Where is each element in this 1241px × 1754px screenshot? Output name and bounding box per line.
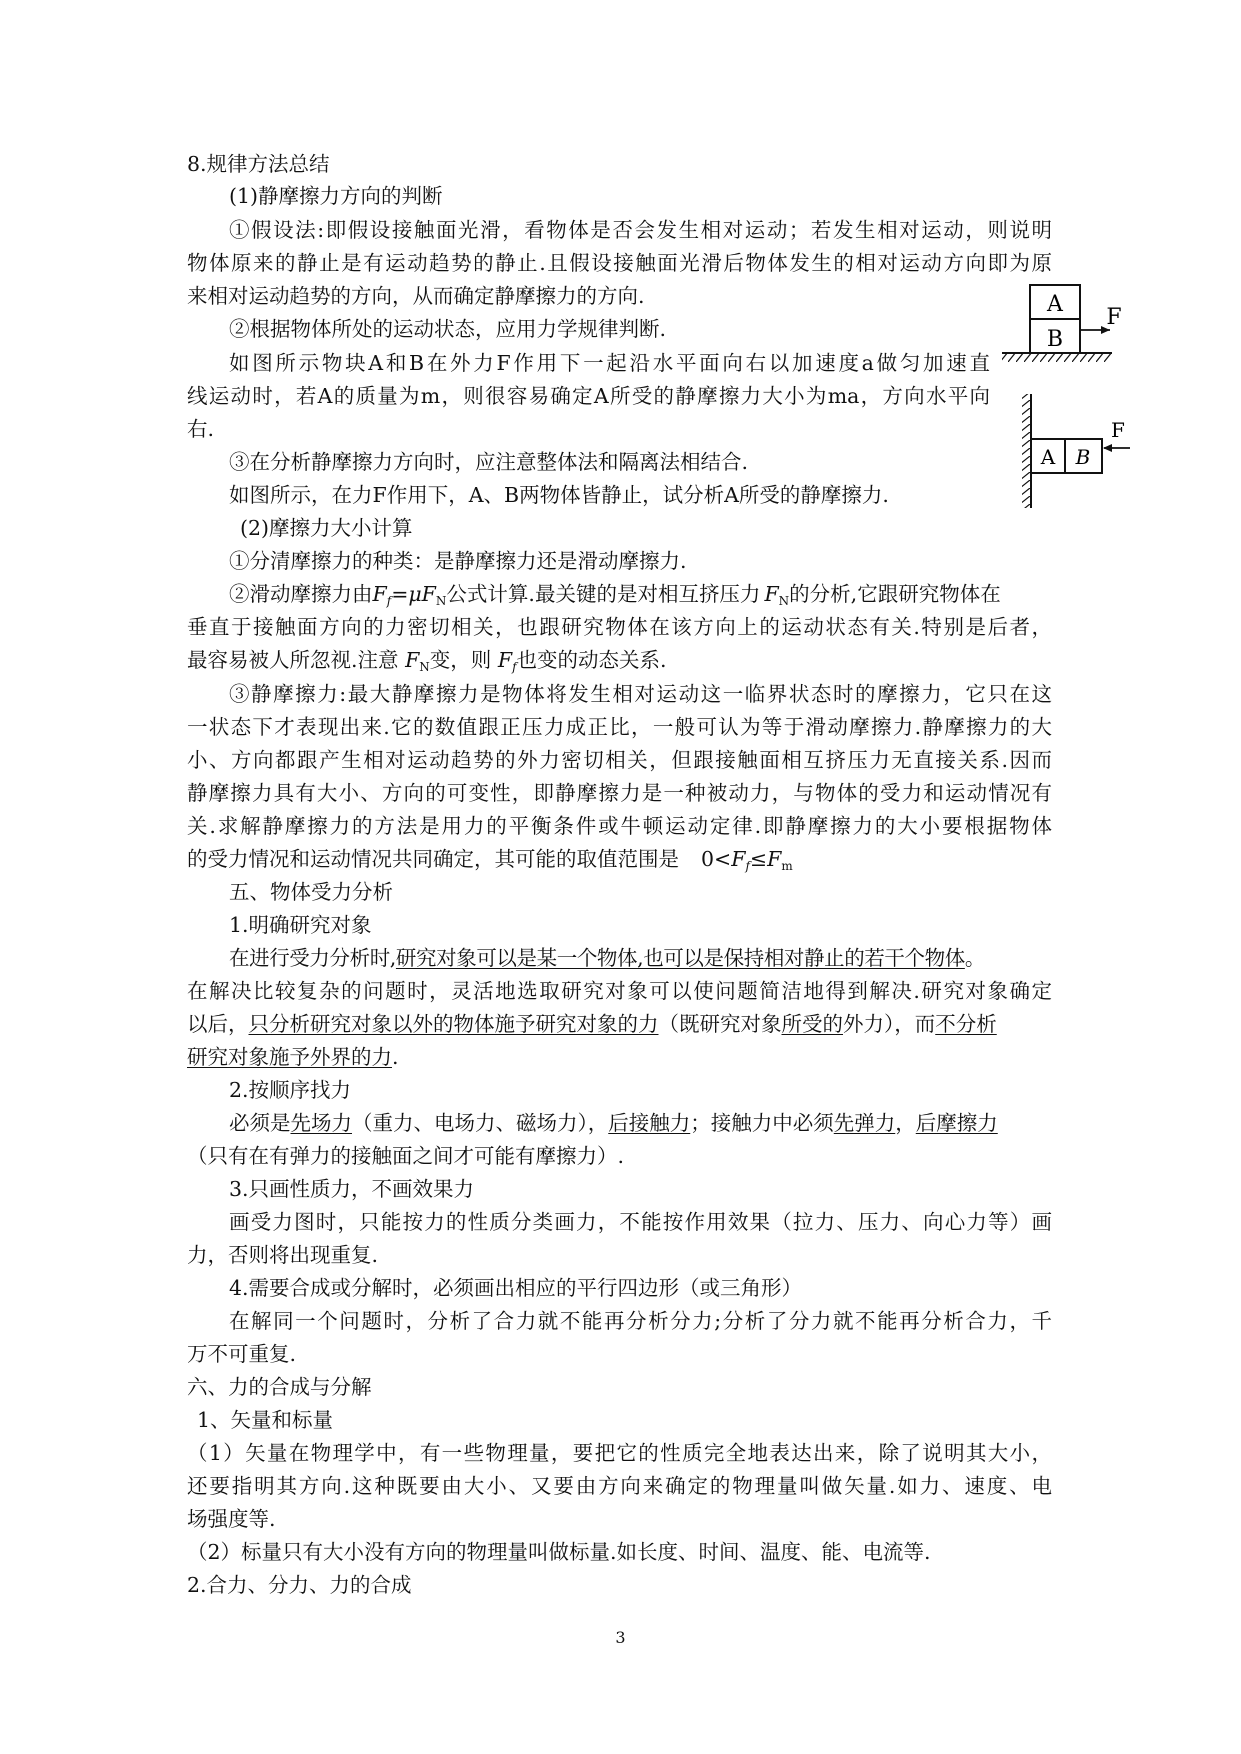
para-vector-line3: 场强度等. [187, 1507, 276, 1531]
para-vector-line1: （1）矢量在物理学中，有一些物理量，要把它的性质完全地表达出来，除了说明其大小， [187, 1441, 1052, 1465]
section8-heading: 8.规律方法总结 [187, 152, 330, 176]
label-f: F [1111, 418, 1125, 442]
figure-stacked-blocks [1000, 282, 1130, 372]
para-scalar: （2）标量只有大小没有方向的物理量叫做标量.如长度、时间、温度、能、电流等. [187, 1540, 931, 1564]
para-static-friction-line4: 静摩擦力具有大小、方向的可变性，即静摩擦力是一种被动力，与物体的受力和运动情况有 [187, 781, 1052, 805]
para-example1-line1: 如图所示物块A和B在外力F作用下一起沿水平面向右以加速度a做匀加速直 [229, 351, 990, 375]
subheading-parallelogram: 4.需要合成或分解时，必须画出相应的平行四边形（或三角形） [229, 1276, 803, 1300]
label-b: B [1046, 327, 1064, 352]
para-static-friction-line2: 一状态下才表现出来.它的数值跟正压力成正比，一般可认为等于滑动摩擦力.静摩擦力的大 [187, 715, 1052, 739]
para-vector-line2: 还要指明其方向.这种既要由大小、又要由方向来确定的物理量叫做矢量.如力、速度、电 [187, 1474, 1052, 1498]
ground-hatch [1002, 354, 1112, 362]
para-force-order-line1: 必须是先场力（重力、电场力、磁场力），后接触力；接触力中必须先弹力，后摩擦力 [229, 1111, 998, 1135]
figure-wall-blocks [1020, 392, 1135, 510]
section5-heading: 五、物体受力分析 [229, 880, 393, 904]
para-static-friction-line6: 的受力情况和运动情况共同确定，其可能的取值范围是 $0<F_f\le F_m$ [187, 847, 793, 873]
para-assumption-line3: 来相对运动趋势的方向，从而确定静摩擦力的方向. [187, 284, 645, 308]
wall-hatch [1022, 394, 1031, 508]
label-a: A [1047, 292, 1063, 317]
para-nature-forces-line2: 力，否则将出现重复. [187, 1243, 379, 1267]
subheading-research-object: 1.明确研究对象 [229, 913, 372, 937]
subheading-vector-scalar: 1、矢量和标量 [197, 1408, 334, 1432]
para-example1-line2: 线运动时，若A的质量为m，则很容易确定A所受的静摩擦力大小为ma，方向水平向 [187, 384, 990, 408]
label-b: B [1075, 445, 1091, 469]
para-force-order-line2: （只有在有弹力的接触面之间才可能有摩擦力）. [187, 1144, 625, 1168]
subheading-resultant-force: 2.合力、分力、力的合成 [187, 1573, 412, 1597]
para-static-friction-line1: ③静摩擦力:最大静摩擦力是物体将发生相对运动这一临界状态时的摩擦力，它只在这 [229, 682, 1052, 706]
para-example1-line3: 右. [187, 417, 215, 441]
para-parallelogram-line1: 在解同一个问题时，分析了合力就不能再分析分力;分析了分力就不能再分析合力，千 [229, 1309, 1052, 1333]
subheading-nature-forces: 3.只画性质力，不画效果力 [229, 1177, 475, 1201]
para-assumption-line1: ①假设法:即假设接触面光滑，看物体是否会发生相对运动；若发生相对运动，则说明 [229, 218, 1052, 242]
force-arrowhead [1103, 444, 1112, 452]
para-whole-isolation: ③在分析静摩擦力方向时，应注意整体法和隔离法相结合. [229, 450, 749, 474]
para-parallelogram-line2: 万不可重复. [187, 1342, 297, 1366]
subheading-force-order: 2.按顺序找力 [229, 1078, 352, 1102]
para-nature-forces-line1: 画受力图时，只能按力的性质分类画力，不能按作用效果（拉力、压力、向心力等）画 [229, 1210, 1052, 1234]
subheading-friction-magnitude: (2)摩擦力大小计算 [240, 516, 413, 540]
para-research-object-line2: 在解决比较复杂的问题时，灵活地选取研究对象可以使问题简洁地得到解决.研究对象确定 [187, 979, 1052, 1003]
para-sliding-friction-line2: 垂直于接触面方向的力密切相关，也跟研究物体在该方向上的运动状态有关.特别是后者， [187, 615, 1052, 639]
label-f: F [1106, 305, 1122, 330]
para-sliding-friction-line1: ②滑动摩擦力由$F_f=\mu F_N$公式计算.最关键的是对相互挤压力 $F_N$的分析,它跟研究物体在 [229, 582, 1001, 608]
para-sliding-friction-line3: 最容易被人所忽视.注意 $F_N$变，则 $F_f$也变的动态关系. [187, 648, 667, 674]
label-a: A [1040, 445, 1056, 469]
section6-heading: 六、力的合成与分解 [187, 1375, 372, 1399]
para-assumption-line2: 物体原来的静止是有运动趋势的静止.且假设接触面光滑后物体发生的相对运动方向即为原 [187, 251, 1052, 275]
subheading-static-friction-direction: (1)静摩擦力方向的判断 [229, 184, 443, 208]
para-research-object-line4: 研究对象施予外界的力. [187, 1045, 399, 1069]
para-research-object-line1: 在进行受力分析时,研究对象可以是某一个物体,也可以是保持相对静止的若干个物体。 [229, 946, 985, 970]
para-static-friction-line5: 关.求解静摩擦力的方法是用力的平衡条件或牛顿运动定律.即静摩擦力的大小要根据物体 [187, 814, 1052, 838]
para-research-object-line3: 以后，只分析研究对象以外的物体施予研究对象的力（既研究对象所受的外力），而不分析 [187, 1012, 997, 1036]
para-friction-types: ①分清摩擦力的种类：是静摩擦力还是滑动摩擦力. [229, 549, 687, 573]
page-number: 3 [615, 1628, 626, 1647]
para-static-friction-line3: 小、方向都跟产生相对运动趋势的外力密切相关，但跟接触面相互挤压力无直接关系.因而 [187, 748, 1052, 772]
para-example2: 如图所示，在力F作用下，A、B两物体皆静止，试分析A所受的静摩擦力. [229, 483, 889, 507]
para-motion-state: ②根据物体所处的运动状态，应用力学规律判断. [229, 317, 667, 341]
